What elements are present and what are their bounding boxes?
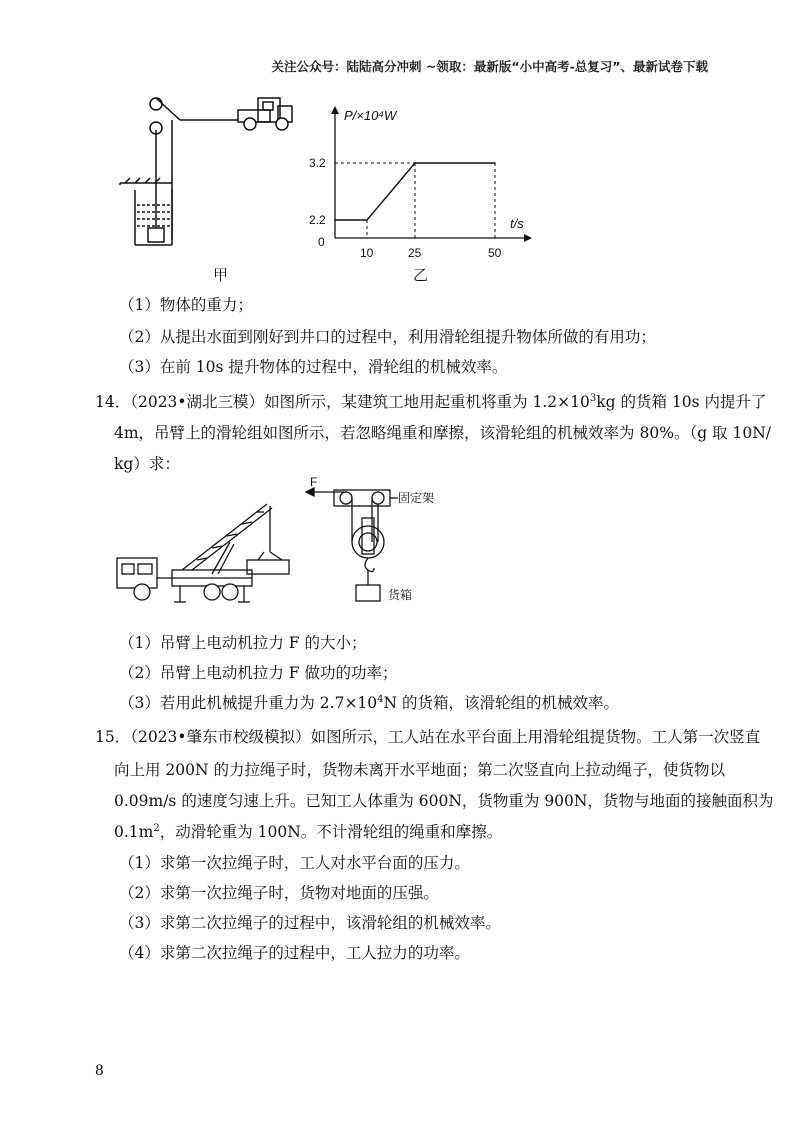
power-data-point (494, 162, 496, 164)
figure-jia-well-truck (110, 90, 310, 290)
q15-stem-text-b: ，动滑轮重为 100N。不计滑轮组的绳重和摩擦。 (159, 823, 503, 841)
y-tick-label: 3.2 (309, 156, 326, 170)
power-data-point (366, 219, 368, 221)
page-number: 8 (95, 1063, 104, 1079)
power-data-point (334, 219, 336, 221)
q15-item-4: （4）求第二次拉绳子的过程中，工人拉力的功率。 (119, 944, 470, 962)
q14-item-1: （1）吊臂上电动机拉力 F 的大小； (119, 634, 367, 652)
q14-stem-line-3: kg）求： (114, 455, 180, 473)
q15-stem-text-a: 0.1m (114, 823, 154, 841)
q13-item-2: （2）从提出水面到刚好到井口的过程中，利用滑轮组提升物体所做的有用功； (119, 328, 656, 346)
y-tick-label: 2.2 (309, 213, 326, 227)
q15-stem-line-4 (114, 822, 502, 842)
q15-stem-sup: 2 (153, 822, 160, 834)
q14-item-3 (119, 693, 619, 713)
q14-stem-text-a: 14．（2023•湖北三模）如图所示，某建筑工地用起重机将重为 1.2×10 (95, 393, 590, 411)
q13-item-1: （1）物体的重力； (119, 296, 253, 314)
q14-stem-text-b: kg 的货箱 10s 内提升了 (596, 393, 767, 411)
power-data-point (414, 162, 416, 164)
x-axis-label: t/s (510, 216, 524, 231)
q15-item-3: （3）求第二次拉绳子的过程中，该滑轮组的机械效率。 (119, 914, 501, 932)
figure-pulley-block (300, 472, 435, 612)
figure-yi-chart (300, 98, 540, 288)
q15-item-1: （1）求第一次拉绳子时，工人对水平台面的压力。 (119, 854, 470, 872)
q14-item-2: （2）吊臂上电动机拉力 F 做功的功率； (119, 664, 398, 682)
page-header: 关注公众号：陆陆高分冲刺 ~领取：最新版“小中高考-总复习”、最新试卷下载 (271, 59, 708, 74)
q14-stem-sup: 3 (589, 392, 597, 404)
figure-crane-truck (112, 492, 302, 612)
fig-box-label: 货箱 (388, 588, 413, 602)
y-axis-label: P/×10⁴W (344, 108, 397, 123)
q15-stem-line-2: 向上用 200N 的力拉绳子时，货物未离开水平地面；第二次竖直向上拉动绳子，使货物以 (114, 761, 726, 779)
x-tick-label: 50 (488, 246, 502, 260)
y-axis-arrow (331, 106, 339, 114)
q14-item-3-text-b: N 的货箱，该滑轮组的机械效率。 (383, 694, 620, 712)
q14-item-3-text-a: （3）若用此机械提升重力为 2.7×10 (119, 694, 378, 712)
q14-item-3-sup: 4 (377, 693, 384, 705)
figure-yi-label: 乙 (413, 266, 429, 284)
q15-item-2: （2）求第一次拉绳子时，货物对地面的压强。 (119, 884, 439, 902)
x-tick-label: 10 (360, 246, 374, 260)
q13-item-3: （3）在前 10s 提升物体的过程中，滑轮组的机械效率。 (119, 358, 508, 376)
x-axis-arrow (524, 234, 532, 242)
q14-stem-line-1 (95, 392, 767, 412)
origin-label: 0 (318, 235, 325, 249)
figure-jia-label: 甲 (213, 266, 229, 284)
fig-frame-label: 固定架 (398, 491, 435, 505)
q14-stem-line-2: 4m，吊臂上的滑轮组如图所示，若忽略绳重和摩擦，该滑轮组的机械效率为 80%。（g 取 10N/ (114, 424, 771, 442)
q15-stem-line-1: 15．（2023•肇东市校级模拟）如图所示，工人站在水平台面上用滑轮组提货物。工人第一次竖直 (95, 728, 761, 746)
q15-stem-line-3: 0.09m/s 的速度匀速上升。已知工人体重为 600N，货物重为 900N，货物与地面的接触面积为 (114, 792, 774, 810)
x-tick-label: 25 (408, 246, 422, 260)
fig-F-label: F (310, 475, 318, 489)
